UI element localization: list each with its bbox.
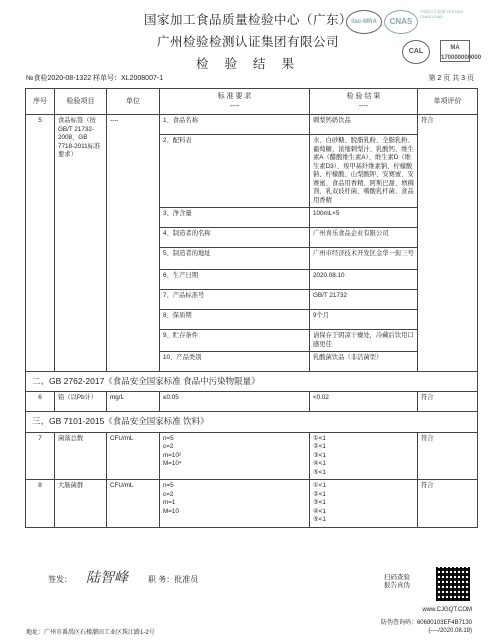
table-row [26,432,478,480]
label-res-6: 2020.08.10 [310,270,418,290]
row6-seq: 6 [26,392,55,412]
signature: 陆智峰 [86,570,128,586]
label-req-3: 3、净含量 [160,208,310,228]
table-row [26,480,478,528]
label-req-6: 6、生产日期 [160,270,310,290]
label-req-8: 8、保质期 [160,310,310,330]
address-text: 地址：广州市番禺区石楼潮田工业区珠江路1-2号 [26,630,155,636]
section-2-title: 二、GB 2762-2017《食品安全国家标准 食品中污染物限量》 [26,372,478,392]
ilac-mra-logo: ilac-MRA [346,10,382,34]
row5-unit: ---- [107,115,160,372]
section-3-title: 三、GB 7101-2015《食品安全国家标准 饮料》 [26,412,478,432]
position-label: 职 务：批准员 [148,575,199,584]
cal-logo: CAL [402,40,430,64]
label-res-2: 水、白砂糖、脱脂乳粉、全脂乳粉、葡萄糖、浓缩刺梨汁、乳酸钙、维生素A（醋酸维生素A）、维生素D（维生素D3）、羧甲基纤维素钠、柠檬酸钠、柠檬酸、山梨酸钾、安赛蜜、安赛蜜、食品用香精、阿斯巴甜、增稠剂、乳双歧杆菌、嗜酸乳杆菌、食品用香精 [310,135,418,208]
cnas-logo: CNAS [384,10,418,34]
table-row [26,115,478,135]
label-req-2: 2、配料表 [160,135,310,208]
table-header-row [26,89,478,115]
label-req-9: 9、贮存条件 [160,330,310,352]
section-row [26,412,478,432]
label-res-9: 请保存于阴凉干燥处，冷藏后饮用口感更佳 [310,330,418,352]
label-res-4: 广州喜乐食品企业有限公司 [310,228,418,248]
doc-title: 检 验 结 果 [196,56,300,71]
sign-label: 签发： [48,575,72,584]
label-req-1: 1、食品名称 [160,115,310,135]
row8-unit: CFU/mL [107,480,160,528]
website-text: www.CJGQT.COM [422,607,472,613]
report-number: №食检2020-08-1322 样单号：XL2008007-1 [26,75,164,82]
header-unit: 单位 [107,89,160,115]
label-req-5: 5、制造者的地址 [160,248,310,270]
label-res-8: 9个月 [310,310,418,330]
label-res-1: 刺梨钙奶饮品 [310,115,418,135]
header-result: 检 验 结 果 ---- [310,89,418,115]
scan-verify-text: 扫码查验 报告真伪 [384,574,410,590]
label-res-5: 广州市经济技术开发区金华一街三号 [310,248,418,270]
row7-judgement: 符合 [418,432,478,480]
report-date: (----/2020.08.19) [428,628,472,634]
row6-judgement: 符合 [418,392,478,412]
row7-unit: CFU/mL [107,432,160,480]
label-res-3: 100mL×5 [310,208,418,228]
row6-result: <0.02 [310,392,418,412]
row5-seq: 5 [26,115,55,372]
page-indicator: 第 2 页 共 3 页 [428,75,474,82]
results-table [25,88,478,528]
label-req-4: 4、制造者的名称 [160,228,310,248]
label-req-10: 10、产品类别 [160,352,310,372]
org-name-cn: 国家加工食品质量检验中心（广东） [143,12,352,27]
header-standard: 标 准 要 求 ---- [160,89,310,115]
org-name-group: 广州检验检测认证集团有限公司 [156,34,339,49]
anticounterfeit-code: 防伪查询码：60680103EF4B7130 [380,620,472,626]
row6-standard: ≤0.05 [160,392,310,412]
row7-seq: 7 [26,432,55,480]
header-judgement: 单项评价 [418,89,478,115]
cma-logo: MA 170000000000 [440,40,470,62]
row6-unit: mg/L [107,392,160,412]
row5-judgement: 符合 [418,115,478,372]
row7-item: 菌落总数 [55,432,107,480]
row6-item: 铅（以Pb计） [55,392,107,412]
row8-judgement: 符合 [418,480,478,528]
row8-seq: 8 [26,480,55,528]
label-req-7: 7、产品标准号 [160,290,310,310]
qr-code[interactable] [436,567,470,601]
cnas-testing-logo: 中国认可 检测 TESTING CNAS L0481 [420,9,464,19]
row8-item: 大肠菌群 [55,480,107,528]
row8-result: ①<1 ②<1 ③<1 ④<1 ⑤<1 [310,480,418,528]
row7-result: ①<1 ②<1 ③<1 ④<1 ⑤<1 [310,432,418,480]
row8-standard: n=5 c=2 m=1 M=10 [160,480,310,528]
label-res-10: 乳酸菌饮品（非活菌型） [310,352,418,372]
header-seq: 序号 [26,89,55,115]
label-res-7: GB/T 21732 [310,290,418,310]
row7-standard: n=5 c=2 m=10² M=10⁴ [160,432,310,480]
table-row [26,392,478,412]
section-row [26,372,478,392]
row5-item: 食品标签（按GB/T 21732-2008、GB 7718-2011标准要求） [55,115,107,372]
header-item: 检验项目 [55,89,107,115]
